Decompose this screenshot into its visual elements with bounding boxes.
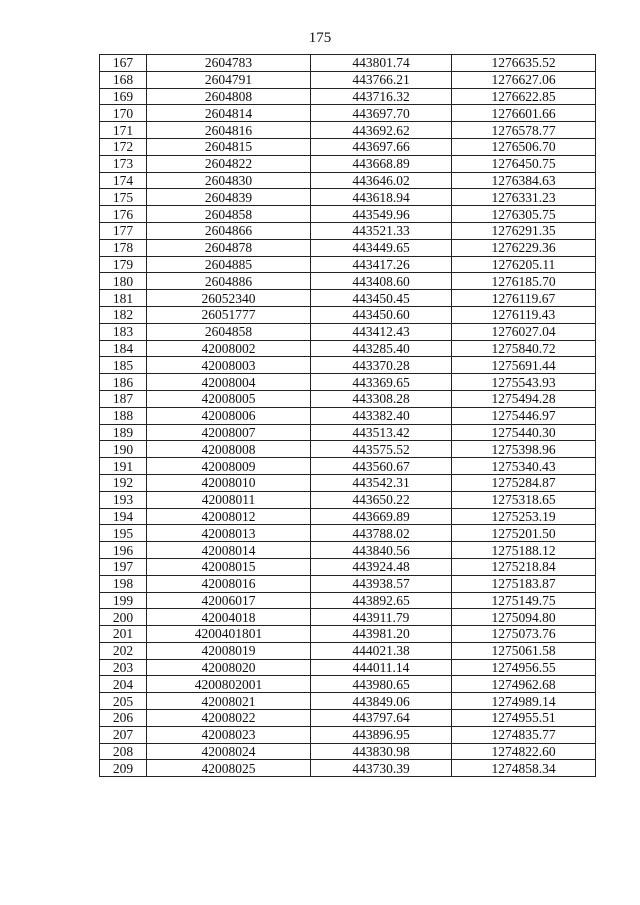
y-coordinate-cell: 1274858.34: [452, 760, 596, 777]
row-number-cell: 168: [100, 71, 147, 88]
point-id-cell: 42008005: [147, 390, 311, 407]
point-id-cell: 26052340: [147, 290, 311, 307]
row-number-cell: 182: [100, 306, 147, 323]
y-coordinate-cell: 1274989.14: [452, 693, 596, 710]
y-coordinate-cell: 1276119.67: [452, 290, 596, 307]
point-id-cell: 42008025: [147, 760, 311, 777]
x-coordinate-cell: 443285.40: [311, 340, 452, 357]
y-coordinate-cell: 1276384.63: [452, 172, 596, 189]
row-number-cell: 186: [100, 374, 147, 391]
row-number-cell: 203: [100, 659, 147, 676]
y-coordinate-cell: 1276627.06: [452, 71, 596, 88]
row-number-cell: 208: [100, 743, 147, 760]
point-id-cell: 42006017: [147, 592, 311, 609]
row-number-cell: 188: [100, 407, 147, 424]
point-id-cell: 42008024: [147, 743, 311, 760]
y-coordinate-cell: 1276622.85: [452, 88, 596, 105]
y-coordinate-cell: 1275094.80: [452, 609, 596, 626]
x-coordinate-cell: 443830.98: [311, 743, 452, 760]
y-coordinate-cell: 1275073.76: [452, 626, 596, 643]
y-coordinate-cell: 1276027.04: [452, 323, 596, 340]
row-number-cell: 209: [100, 760, 147, 777]
table-row: [100, 693, 596, 710]
x-coordinate-cell: 443449.65: [311, 239, 452, 256]
point-id-cell: 2604885: [147, 256, 311, 273]
y-coordinate-cell: 1276601.66: [452, 105, 596, 122]
point-id-cell: 2604815: [147, 138, 311, 155]
point-id-cell: 2604783: [147, 55, 311, 72]
table-row: [100, 659, 596, 676]
row-number-cell: 192: [100, 474, 147, 491]
x-coordinate-cell: 444021.38: [311, 642, 452, 659]
x-coordinate-cell: 443450.60: [311, 306, 452, 323]
row-number-cell: 202: [100, 642, 147, 659]
point-id-cell: 2604866: [147, 222, 311, 239]
x-coordinate-cell: 443669.89: [311, 508, 452, 525]
y-coordinate-cell: 1276119.43: [452, 306, 596, 323]
point-id-cell: 42004018: [147, 609, 311, 626]
y-coordinate-cell: 1276635.52: [452, 55, 596, 72]
row-number-cell: 196: [100, 542, 147, 559]
x-coordinate-cell: 443369.65: [311, 374, 452, 391]
row-number-cell: 169: [100, 88, 147, 105]
x-coordinate-cell: 443549.96: [311, 206, 452, 223]
point-id-cell: 42008012: [147, 508, 311, 525]
table-row: [100, 189, 596, 206]
point-id-cell: 2604878: [147, 239, 311, 256]
x-coordinate-cell: 443697.66: [311, 138, 452, 155]
row-number-cell: 198: [100, 575, 147, 592]
x-coordinate-cell: 443849.06: [311, 693, 452, 710]
row-number-cell: 173: [100, 155, 147, 172]
x-coordinate-cell: 444011.14: [311, 659, 452, 676]
y-coordinate-cell: 1276305.75: [452, 206, 596, 223]
x-coordinate-cell: 443650.22: [311, 491, 452, 508]
point-id-cell: 42008014: [147, 542, 311, 559]
x-coordinate-cell: 443308.28: [311, 390, 452, 407]
y-coordinate-cell: 1275691.44: [452, 357, 596, 374]
x-coordinate-cell: 443560.67: [311, 458, 452, 475]
x-coordinate-cell: 443618.94: [311, 189, 452, 206]
table-row: [100, 474, 596, 491]
row-number-cell: 194: [100, 508, 147, 525]
y-coordinate-cell: 1276578.77: [452, 122, 596, 139]
table-row: [100, 290, 596, 307]
y-coordinate-cell: 1275253.19: [452, 508, 596, 525]
table-row: [100, 357, 596, 374]
row-number-cell: 189: [100, 424, 147, 441]
table-row: [100, 642, 596, 659]
row-number-cell: 207: [100, 726, 147, 743]
point-id-cell: 42008015: [147, 558, 311, 575]
x-coordinate-cell: 443911.79: [311, 609, 452, 626]
row-number-cell: 206: [100, 710, 147, 727]
point-id-cell: 2604822: [147, 155, 311, 172]
y-coordinate-cell: 1275318.65: [452, 491, 596, 508]
y-coordinate-cell: 1275446.97: [452, 407, 596, 424]
table-row: [100, 575, 596, 592]
y-coordinate-cell: 1275398.96: [452, 441, 596, 458]
row-number-cell: 171: [100, 122, 147, 139]
y-coordinate-cell: 1276450.75: [452, 155, 596, 172]
table-row: [100, 424, 596, 441]
x-coordinate-cell: 443730.39: [311, 760, 452, 777]
y-coordinate-cell: 1275149.75: [452, 592, 596, 609]
table-row: [100, 340, 596, 357]
x-coordinate-cell: 443840.56: [311, 542, 452, 559]
row-number-cell: 175: [100, 189, 147, 206]
row-number-cell: 205: [100, 693, 147, 710]
row-number-cell: 183: [100, 323, 147, 340]
table-row: [100, 441, 596, 458]
point-id-cell: 2604830: [147, 172, 311, 189]
row-number-cell: 174: [100, 172, 147, 189]
y-coordinate-cell: 1276331.23: [452, 189, 596, 206]
y-coordinate-cell: 1276205.11: [452, 256, 596, 273]
table-row: [100, 710, 596, 727]
y-coordinate-cell: 1275201.50: [452, 525, 596, 542]
table-row: [100, 206, 596, 223]
x-coordinate-cell: 443766.21: [311, 71, 452, 88]
table-row: [100, 88, 596, 105]
row-number-cell: 180: [100, 273, 147, 290]
table-row: [100, 525, 596, 542]
y-coordinate-cell: 1276291.35: [452, 222, 596, 239]
y-coordinate-cell: 1275061.58: [452, 642, 596, 659]
x-coordinate-cell: 443797.64: [311, 710, 452, 727]
point-id-cell: 42008020: [147, 659, 311, 676]
y-coordinate-cell: 1276506.70: [452, 138, 596, 155]
table-row: [100, 105, 596, 122]
x-coordinate-cell: 443896.95: [311, 726, 452, 743]
y-coordinate-cell: 1276185.70: [452, 273, 596, 290]
point-id-cell: 2604808: [147, 88, 311, 105]
table-row: [100, 508, 596, 525]
row-number-cell: 200: [100, 609, 147, 626]
table-row: [100, 609, 596, 626]
row-number-cell: 201: [100, 626, 147, 643]
point-id-cell: 42008009: [147, 458, 311, 475]
table-row: [100, 743, 596, 760]
table-row: [100, 323, 596, 340]
table-row: [100, 239, 596, 256]
table-row: [100, 458, 596, 475]
x-coordinate-cell: 443408.60: [311, 273, 452, 290]
x-coordinate-cell: 443892.65: [311, 592, 452, 609]
point-id-cell: 42008016: [147, 575, 311, 592]
table-body: [100, 55, 596, 777]
table-row: [100, 592, 596, 609]
point-id-cell: 42008007: [147, 424, 311, 441]
coordinates-table: [99, 54, 596, 777]
y-coordinate-cell: 1274955.51: [452, 710, 596, 727]
point-id-cell: 42008023: [147, 726, 311, 743]
row-number-cell: 195: [100, 525, 147, 542]
table-row: [100, 390, 596, 407]
point-id-cell: 42008002: [147, 340, 311, 357]
row-number-cell: 199: [100, 592, 147, 609]
row-number-cell: 176: [100, 206, 147, 223]
point-id-cell: 42008010: [147, 474, 311, 491]
row-number-cell: 172: [100, 138, 147, 155]
table-row: [100, 558, 596, 575]
point-id-cell: 4200401801: [147, 626, 311, 643]
point-id-cell: 26051777: [147, 306, 311, 323]
table-row: [100, 407, 596, 424]
point-id-cell: 42008021: [147, 693, 311, 710]
row-number-cell: 177: [100, 222, 147, 239]
x-coordinate-cell: 443801.74: [311, 55, 452, 72]
row-number-cell: 181: [100, 290, 147, 307]
table-row: [100, 122, 596, 139]
x-coordinate-cell: 443575.52: [311, 441, 452, 458]
point-id-cell: 2604886: [147, 273, 311, 290]
x-coordinate-cell: 443521.33: [311, 222, 452, 239]
y-coordinate-cell: 1275284.87: [452, 474, 596, 491]
point-id-cell: 42008019: [147, 642, 311, 659]
table-row: [100, 172, 596, 189]
point-id-cell: 42008008: [147, 441, 311, 458]
x-coordinate-cell: 443668.89: [311, 155, 452, 172]
y-coordinate-cell: 1275543.93: [452, 374, 596, 391]
x-coordinate-cell: 443370.28: [311, 357, 452, 374]
x-coordinate-cell: 443382.40: [311, 407, 452, 424]
y-coordinate-cell: 1276229.36: [452, 239, 596, 256]
row-number-cell: 185: [100, 357, 147, 374]
x-coordinate-cell: 443788.02: [311, 525, 452, 542]
page-number: 175: [308, 30, 332, 46]
x-coordinate-cell: 443980.65: [311, 676, 452, 693]
row-number-cell: 167: [100, 55, 147, 72]
table-row: [100, 676, 596, 693]
row-number-cell: 170: [100, 105, 147, 122]
table-row: [100, 306, 596, 323]
y-coordinate-cell: 1274962.68: [452, 676, 596, 693]
point-id-cell: 4200802001: [147, 676, 311, 693]
row-number-cell: 187: [100, 390, 147, 407]
row-number-cell: 184: [100, 340, 147, 357]
x-coordinate-cell: 443697.70: [311, 105, 452, 122]
y-coordinate-cell: 1274956.55: [452, 659, 596, 676]
y-coordinate-cell: 1275494.28: [452, 390, 596, 407]
y-coordinate-cell: 1275218.84: [452, 558, 596, 575]
x-coordinate-cell: 443692.62: [311, 122, 452, 139]
y-coordinate-cell: 1274822.60: [452, 743, 596, 760]
table-row: [100, 71, 596, 88]
table-row: [100, 542, 596, 559]
row-number-cell: 178: [100, 239, 147, 256]
y-coordinate-cell: 1274835.77: [452, 726, 596, 743]
row-number-cell: 179: [100, 256, 147, 273]
row-number-cell: 191: [100, 458, 147, 475]
x-coordinate-cell: 443450.45: [311, 290, 452, 307]
table-row: [100, 760, 596, 777]
y-coordinate-cell: 1275188.12: [452, 542, 596, 559]
table-row: [100, 138, 596, 155]
x-coordinate-cell: 443716.32: [311, 88, 452, 105]
row-number-cell: 190: [100, 441, 147, 458]
x-coordinate-cell: 443981.20: [311, 626, 452, 643]
point-id-cell: 2604858: [147, 206, 311, 223]
table-row: [100, 222, 596, 239]
table-row: [100, 256, 596, 273]
point-id-cell: 2604814: [147, 105, 311, 122]
table-row: [100, 491, 596, 508]
point-id-cell: 42008013: [147, 525, 311, 542]
y-coordinate-cell: 1275183.87: [452, 575, 596, 592]
x-coordinate-cell: 443412.43: [311, 323, 452, 340]
point-id-cell: 42008011: [147, 491, 311, 508]
table-row: [100, 626, 596, 643]
point-id-cell: 42008006: [147, 407, 311, 424]
point-id-cell: 42008003: [147, 357, 311, 374]
x-coordinate-cell: 443646.02: [311, 172, 452, 189]
y-coordinate-cell: 1275840.72: [452, 340, 596, 357]
point-id-cell: 42008004: [147, 374, 311, 391]
point-id-cell: 2604816: [147, 122, 311, 139]
row-number-cell: 197: [100, 558, 147, 575]
table-row: [100, 374, 596, 391]
y-coordinate-cell: 1275340.43: [452, 458, 596, 475]
table-row: [100, 273, 596, 290]
point-id-cell: 42008022: [147, 710, 311, 727]
x-coordinate-cell: 443542.31: [311, 474, 452, 491]
x-coordinate-cell: 443938.57: [311, 575, 452, 592]
point-id-cell: 2604839: [147, 189, 311, 206]
row-number-cell: 193: [100, 491, 147, 508]
row-number-cell: 204: [100, 676, 147, 693]
point-id-cell: 2604791: [147, 71, 311, 88]
table-row: [100, 155, 596, 172]
table-row: [100, 726, 596, 743]
x-coordinate-cell: 443417.26: [311, 256, 452, 273]
x-coordinate-cell: 443924.48: [311, 558, 452, 575]
x-coordinate-cell: 443513.42: [311, 424, 452, 441]
y-coordinate-cell: 1275440.30: [452, 424, 596, 441]
point-id-cell: 2604858: [147, 323, 311, 340]
table-row: [100, 55, 596, 72]
